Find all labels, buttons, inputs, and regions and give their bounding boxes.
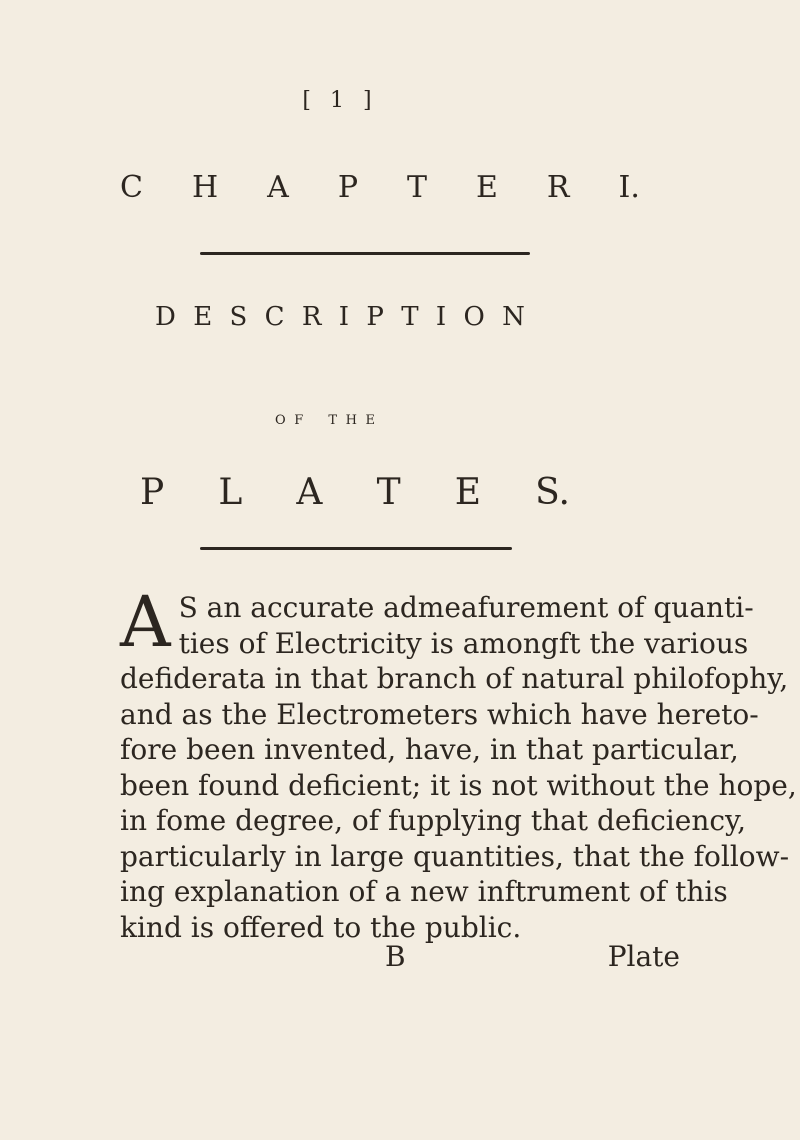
heading-letter: T bbox=[401, 302, 419, 332]
heading-letter: S bbox=[229, 302, 248, 332]
subheading-letter: T bbox=[328, 413, 338, 428]
divider-rule bbox=[200, 547, 512, 550]
chapter-letter: P bbox=[337, 170, 358, 205]
drop-cap: A bbox=[120, 581, 171, 663]
chapter-letter: I. bbox=[618, 170, 640, 205]
text-line: fore been invented, have, in that particular, bbox=[120, 733, 739, 766]
chapter-letter: C bbox=[120, 170, 143, 205]
heading-letter: I bbox=[435, 302, 447, 332]
heading-letter: E bbox=[454, 472, 481, 513]
subheading-letter: O bbox=[275, 413, 286, 428]
text-line: defiderata in that branch of natural philofophy, bbox=[120, 662, 789, 695]
catchword: Plate bbox=[607, 940, 680, 973]
text-line: ing explanation of a new inftrument of this bbox=[120, 875, 728, 908]
text-line: ties of Electricity is amongft the various bbox=[178, 626, 749, 660]
heading-letter: T bbox=[376, 472, 401, 513]
heading-letter: P bbox=[140, 472, 165, 513]
text-line: particularly in large quantities, that the follow- bbox=[120, 839, 790, 873]
heading-letter: L bbox=[218, 472, 243, 513]
heading-letter: E bbox=[193, 302, 213, 332]
chapter-letter: A bbox=[267, 170, 289, 205]
text-line: been found deficient; it is not without the hope, bbox=[120, 768, 797, 802]
heading-letter: A bbox=[296, 472, 323, 513]
chapter-letter: H bbox=[191, 170, 219, 205]
heading-letter: O bbox=[463, 302, 485, 332]
text-line: kind is offered to the public. bbox=[120, 910, 522, 944]
of-the-subheading bbox=[275, 413, 375, 428]
subheading-letter: H bbox=[345, 413, 357, 428]
text-line: S an accurate admeafurement of quanti- bbox=[178, 591, 754, 624]
heading-letter: C bbox=[264, 302, 285, 332]
chapter-letter: E bbox=[476, 170, 498, 205]
heading-letter: P bbox=[366, 302, 384, 332]
description-heading bbox=[155, 302, 525, 332]
chapter-letter: T bbox=[407, 170, 428, 205]
chapter-letter: R bbox=[546, 170, 570, 205]
page-footer bbox=[120, 940, 680, 976]
heading-letter: D bbox=[155, 302, 176, 332]
heading-letter: R bbox=[301, 302, 322, 332]
plates-heading bbox=[140, 472, 570, 513]
text-line: in fome degree, of fupplying that deficiency, bbox=[120, 804, 747, 837]
text-line: and as the Electrometers which have hereto- bbox=[120, 697, 759, 731]
heading-letter: S. bbox=[535, 472, 570, 513]
subheading-letter: F bbox=[294, 413, 304, 428]
subheading-letter: E bbox=[365, 413, 375, 428]
body-paragraph bbox=[120, 581, 797, 945]
chapter-heading bbox=[120, 170, 640, 205]
heading-letter: I bbox=[338, 302, 350, 332]
divider-rule bbox=[200, 252, 530, 255]
page-number: [ 1 ] bbox=[302, 88, 378, 113]
heading-letter: N bbox=[502, 302, 525, 332]
signature-mark: B bbox=[385, 940, 406, 973]
